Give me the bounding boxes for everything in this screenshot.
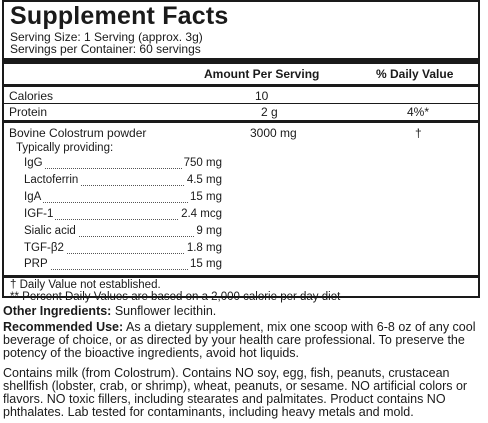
- component-amount: 2.4 mcg: [181, 208, 222, 220]
- component-name: TGF-β2: [24, 242, 64, 254]
- other-ingredients: [3, 305, 485, 318]
- component-row: [24, 258, 222, 272]
- thick-divider: [4, 58, 478, 64]
- recommended-use-label: Recommended Use:: [3, 320, 124, 334]
- component-amount: 1.8 mg: [186, 242, 222, 254]
- panel-title: Supplement Facts: [10, 2, 229, 30]
- footnote-divider: [4, 275, 478, 278]
- row-protein-amount: 2 g: [261, 105, 278, 119]
- row-divider: [4, 103, 478, 104]
- supplement-facts-panel: [2, 0, 480, 303]
- component-row: [24, 191, 222, 205]
- component-amount: 4.5 mg: [186, 174, 222, 186]
- allergen-statement: Contains milk (from Colostrum). Contains NO soy, egg, fish, peanuts, crustacean shellfish (lobster, crab, or shrimp), wheat, peanuts, or sesame. NO artificial colors or flavors. NO toxic fillers, including stearates and palmitates. Product contains NO phthalates. Lab tested for contaminants, including heavy metals and mold.: [3, 366, 468, 419]
- component-amount: 15 mg: [190, 191, 222, 203]
- serving-size: Serving Size: 1 Serving (approx. 3g): [10, 30, 203, 44]
- row-protein-dv: 4%*: [407, 105, 430, 119]
- section-divider: [4, 120, 478, 123]
- component-row: [24, 174, 222, 188]
- row-protein-name: Protein: [9, 105, 48, 119]
- row-calories-name: Calories: [9, 89, 54, 103]
- other-ingredients-text: Sunflower lecithin.: [114, 304, 217, 318]
- component-name: IGF-1: [24, 208, 54, 220]
- daily-value-header: % Daily Value: [376, 67, 454, 81]
- servings-per-container: Servings per Container: 60 servings: [10, 42, 201, 56]
- component-row: [24, 225, 222, 239]
- header-divider: [4, 84, 478, 87]
- row-colostrum-dv: †: [415, 126, 422, 140]
- component-amount: 750 mg: [183, 157, 222, 169]
- row-colostrum-amount: 3000 mg: [250, 126, 297, 140]
- recommended-use: [3, 321, 485, 360]
- other-ingredients-label: Other Ingredients:: [3, 304, 112, 318]
- amount-header: Amount Per Serving: [204, 67, 320, 81]
- component-name: IgA: [24, 191, 42, 203]
- component-row: [24, 157, 222, 171]
- component-name: PRP: [24, 258, 48, 270]
- row-colostrum-name: Bovine Colostrum powder: [9, 126, 147, 140]
- component-name: Sialic acid: [24, 225, 76, 237]
- component-name: Lactoferrin: [24, 174, 79, 186]
- footnote-percent: ** Percent Daily Values are based on a 2,000 calorie per day diet: [10, 291, 341, 303]
- typically-providing-label: Typically providing:: [16, 142, 114, 154]
- component-amount: 9 mg: [196, 225, 222, 237]
- component-amount: 15 mg: [190, 258, 222, 270]
- component-row: [24, 208, 222, 222]
- component-name: IgG: [24, 157, 43, 169]
- footnote-dagger: † Daily Value not established.: [10, 279, 161, 291]
- component-row: [24, 242, 222, 256]
- recommended-use-text: As a dietary supplement, mix one scoop with 6-8 oz of any cool beverage of choice, or as directed by your health care professional. To preserve the potency of the bioactive ingredients, avoid hot liquids.: [3, 320, 476, 360]
- row-calories-amount: 10: [255, 89, 269, 103]
